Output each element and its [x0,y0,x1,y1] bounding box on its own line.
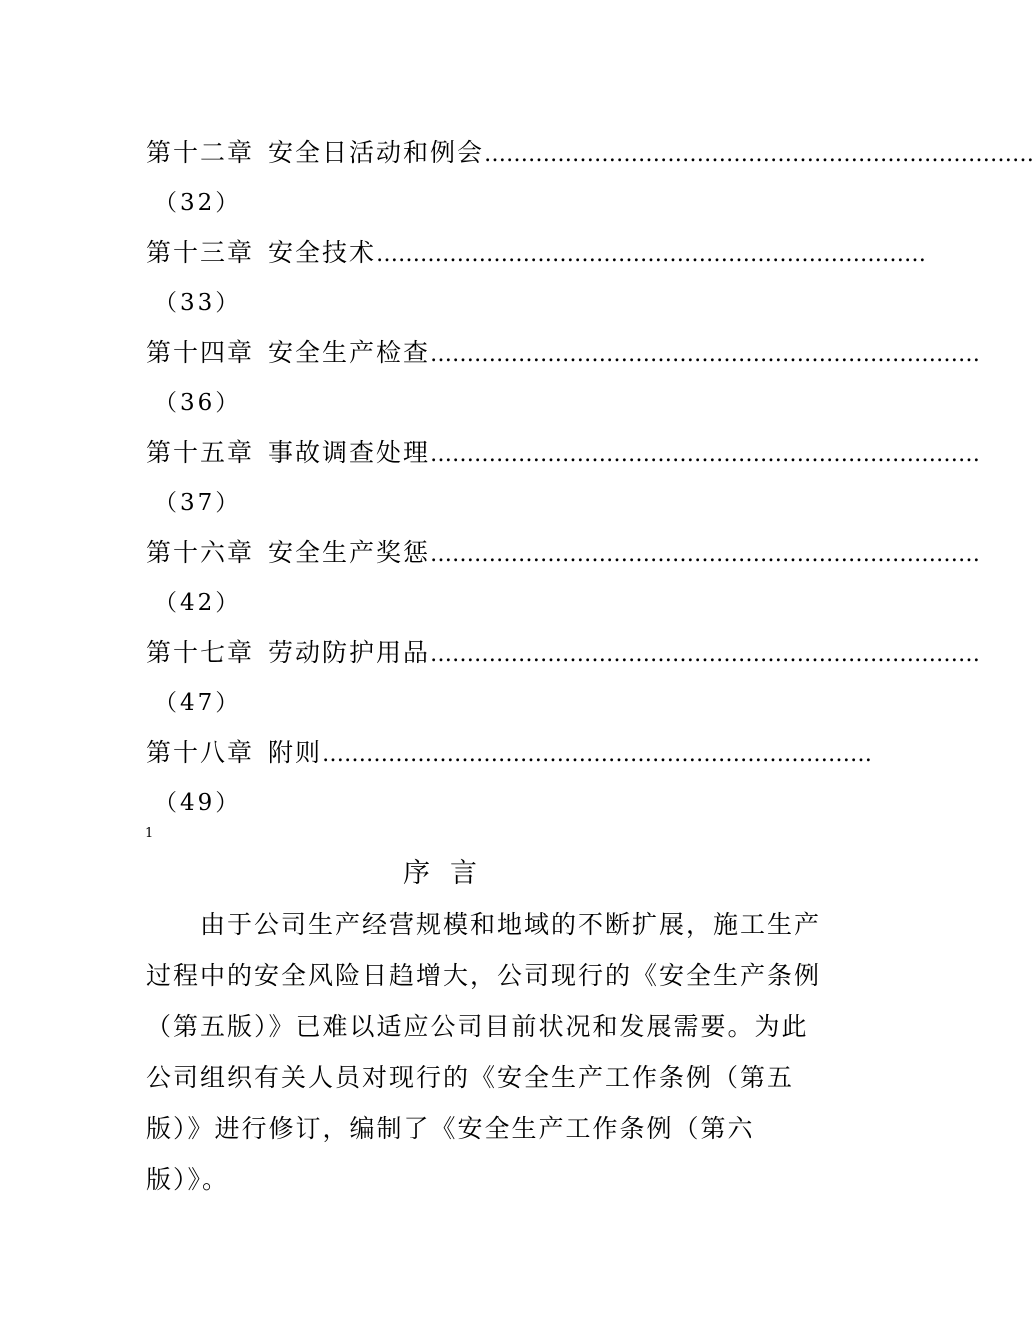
preface-paragraph [146,899,822,1205]
toc-leader-dots: ………………………………………………………………… [376,242,927,267]
toc-leader-dots: ………………………………………………………………… [322,742,873,767]
toc-page-number: （32） [154,190,242,216]
toc-line [146,228,927,278]
toc-page-number: （36） [154,390,242,416]
preface-heading: 序言 [403,858,497,889]
toc-leader-dots: ………………………………………………………………… [430,342,981,367]
toc-page-number: （37） [154,490,242,516]
toc-chapter-title: 安全日活动和例会 [268,138,485,167]
toc-line [146,428,981,478]
toc-line [146,728,873,778]
toc-page-number: （49） [154,790,242,816]
toc-entry-chapter-18[interactable] [146,728,873,828]
toc-chapter-title: 事故调查处理 [268,438,431,467]
toc-chapter-title: 附则 [268,738,323,767]
toc-chapter-title: 安全技术 [268,238,377,267]
toc-chapter-number: 第十六章 [146,538,255,567]
toc-entry-chapter-14[interactable] [146,328,981,428]
toc-entry-chapter-17[interactable] [146,628,981,728]
paragraph-line: 公司组织有关人员对现行的《安全生产工作条例（第五 [146,1063,795,1092]
toc-leader-dots: ………………………………………………………………… [484,142,1034,167]
paragraph-line: 版）》进行修订，编制了《安全生产工作条例（第六 [146,1114,755,1143]
paragraph-line: 过程中的安全风险日趋增大，公司现行的《安全生产条例 [146,961,822,990]
toc-chapter-number: 第十三章 [146,238,255,267]
toc-leader-dots: ………………………………………………………………… [430,542,981,567]
toc-entry-chapter-15[interactable] [146,428,981,528]
page-number: 1 [145,826,154,841]
toc-line [146,328,981,378]
toc-chapter-number: 第十八章 [146,738,255,767]
toc-chapter-title: 劳动防护用品 [268,638,431,667]
toc-line [146,628,981,678]
toc-leader-dots: ………………………………………………………………… [430,642,981,667]
toc-chapter-title: 安全生产奖惩 [268,538,431,567]
toc-leader-dots: ………………………………………………………………… [430,442,981,467]
toc-chapter-number: 第十七章 [146,638,255,667]
toc-entry-chapter-16[interactable] [146,528,981,628]
paragraph-line: 由于公司生产经营规模和地域的不断扩展，施工生产 [146,910,822,939]
toc-page-number: （33） [154,290,242,316]
toc-line [146,528,981,578]
toc-entry-chapter-12[interactable] [146,128,1034,228]
toc-chapter-number: 第十二章 [146,138,255,167]
paragraph-line: 版）》。 [146,1165,230,1194]
toc-entry-chapter-13[interactable] [146,228,927,328]
toc-chapter-number: 第十五章 [146,438,255,467]
toc-chapter-title: 安全生产检查 [268,338,431,367]
toc-chapter-number: 第十四章 [146,338,255,367]
toc-page-number: （47） [154,690,242,716]
table-of-contents [146,128,1034,828]
toc-line [146,128,1034,178]
paragraph-line: （第五版）》已难以适应公司目前状况和发展需要。为此 [146,1012,809,1041]
toc-page-number: （42） [154,590,242,616]
